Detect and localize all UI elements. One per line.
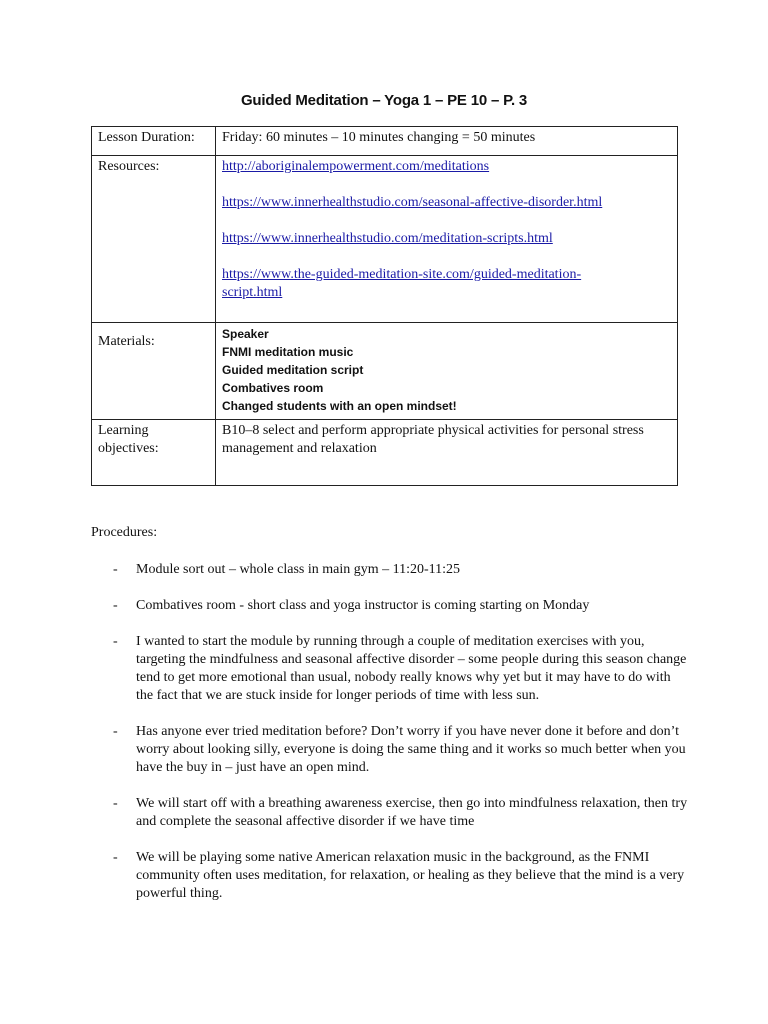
materials-label: Materials: [92, 323, 216, 420]
procedure-text: Module sort out – whole class in main gym – 11:20-11:25 [136, 562, 461, 577]
list-item [91, 561, 691, 579]
materials-list [216, 323, 678, 420]
resources-label: Resources: [92, 156, 216, 323]
list-item: FNMI meditation music [222, 345, 354, 359]
list-item: Changed students with an open mindset! [222, 399, 457, 413]
resource-link[interactable]: https://www.innerhealthstudio.com/meditation-scripts.html [222, 231, 553, 246]
procedure-text: Combatives room - short class and yoga instructor is coming starting on Monday [136, 598, 590, 613]
list-item: Speaker [222, 327, 269, 341]
table-row [92, 323, 678, 420]
bullet-dash: - [113, 562, 118, 577]
procedure-text: We will be playing some native American relaxation music in the background, as the FNMI community often uses meditation, for relaxation, or healing as they believe that the mind is a very powerful thing. [136, 850, 685, 901]
resources-links [216, 156, 678, 323]
procedure-text: We will start off with a breathing awareness exercise, then go into mindfulness relaxation, then try and complete the seasonal affective disorder if we have time [136, 796, 688, 829]
procedures-heading: Procedures: [91, 525, 158, 540]
bullet-dash: - [113, 796, 118, 811]
table-row [92, 156, 678, 323]
table-row [92, 420, 678, 486]
lesson-duration-value: Friday: 60 minutes – 10 minutes changing = 50 minutes [216, 127, 678, 156]
resource-link[interactable]: https://www.the-guided-meditation-site.com/guided-meditation-script.html [222, 267, 582, 300]
list-item [91, 849, 691, 903]
list-item [91, 723, 691, 777]
resource-link[interactable]: https://www.innerhealthstudio.com/seasonal-affective-disorder.html [222, 195, 603, 210]
list-item: Combatives room [222, 381, 324, 395]
procedures-list [91, 561, 691, 921]
bullet-dash: - [113, 598, 118, 613]
learning-objectives-value: B10–8 select and perform appropriate physical activities for personal stress management and relaxation [216, 420, 678, 486]
learning-objectives-label: Learning objectives: [92, 420, 216, 486]
procedure-text: I wanted to start the module by running through a couple of meditation exercises with you, targeting the mindfulness and seasonal affective disorder – some people during this season change tend to get more emotional than usual, nobody really knows why yet but it may have to do with the fact that we are stuck inside for longer periods of time with less sun. [136, 634, 687, 703]
lesson-plan-table [91, 126, 678, 486]
resource-link[interactable]: http://aboriginalempowerment.com/meditations [222, 159, 490, 174]
list-item [91, 597, 691, 615]
list-item [91, 633, 691, 705]
bullet-dash: - [113, 724, 118, 739]
bullet-dash: - [113, 634, 118, 649]
list-item [91, 795, 691, 831]
list-item: Guided meditation script [222, 363, 364, 377]
procedure-text: Has anyone ever tried meditation before? Don’t worry if you have never done it before and don’t worry about looking silly, everyone is doing the same thing and it works so much better when you have the buy in – just have an open mind. [136, 724, 686, 775]
page-title: Guided Meditation – Yoga 1 – PE 10 – P. 3 [240, 92, 528, 109]
table-row [92, 127, 678, 156]
bullet-dash: - [113, 850, 118, 865]
lesson-duration-label: Lesson Duration: [92, 127, 216, 156]
